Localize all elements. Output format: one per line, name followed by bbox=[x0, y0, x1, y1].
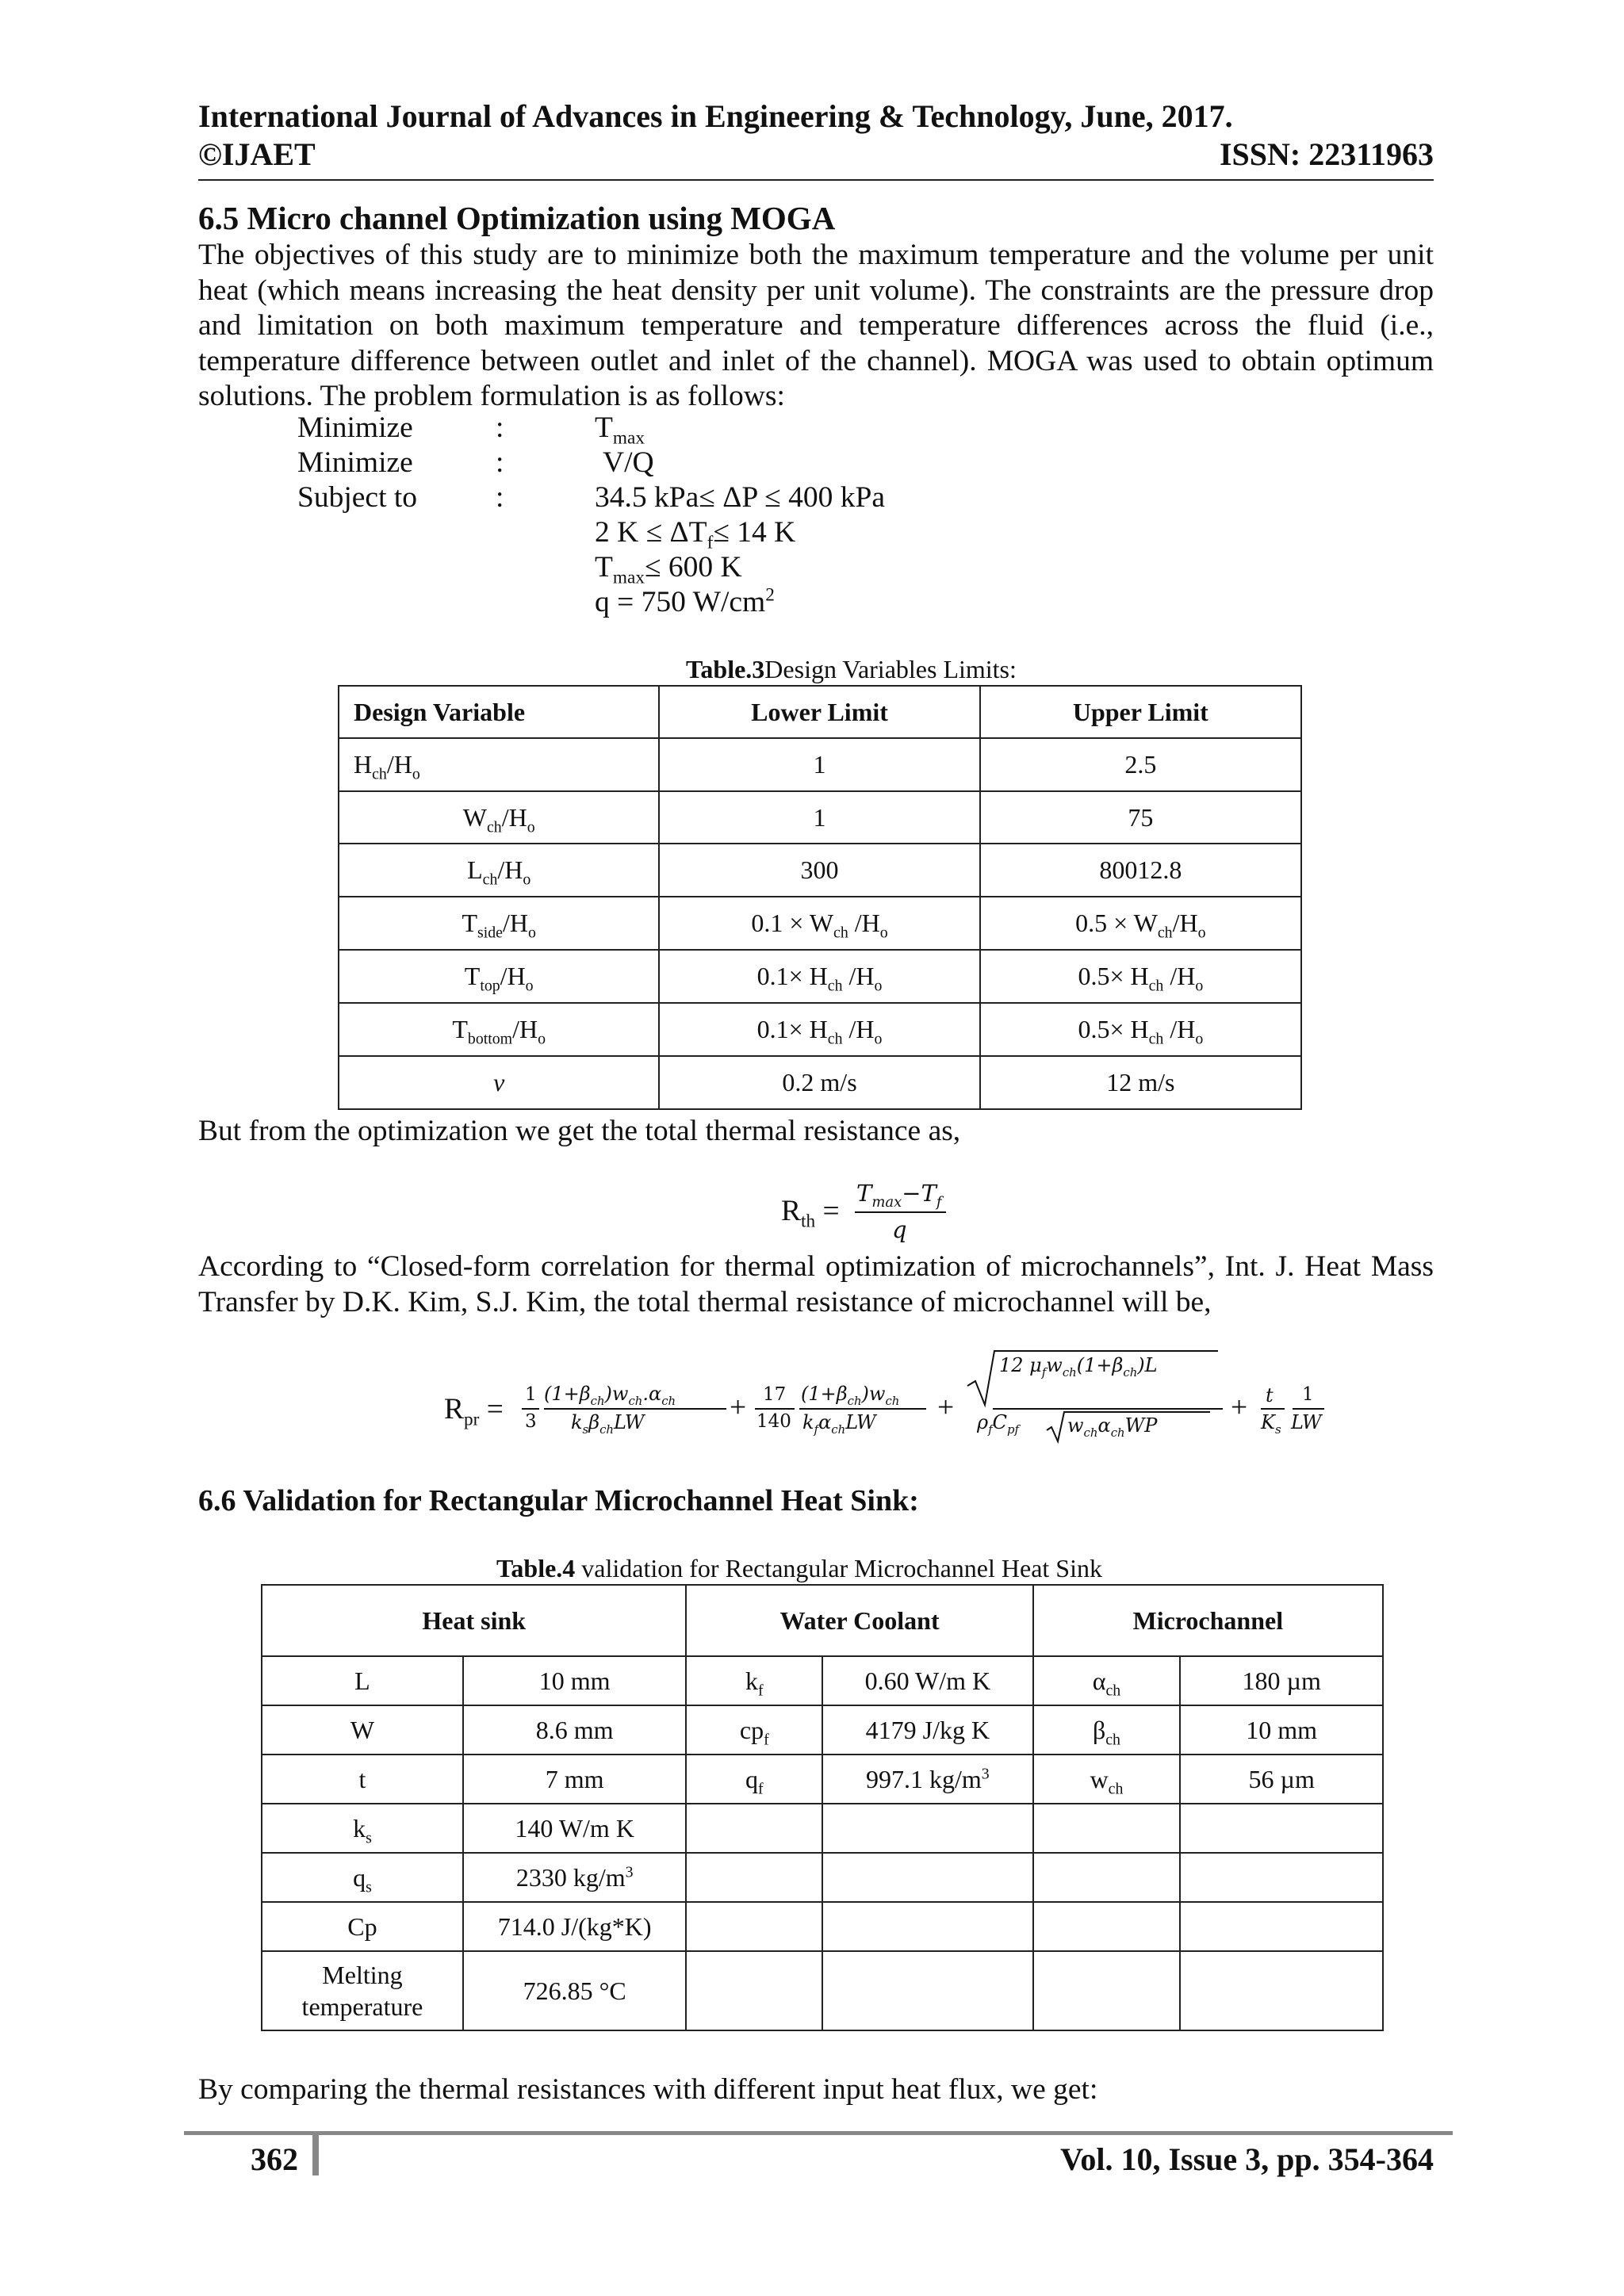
val-kf: 0.60 W/m K bbox=[822, 1656, 1033, 1705]
constraint-delta-t: 2 $K \le \Delta T_f\le 14$ K bbox=[595, 516, 796, 553]
page-number: 362 bbox=[251, 2141, 298, 2177]
table-row bbox=[339, 1003, 1301, 1056]
val-L: 10 mm bbox=[463, 1656, 687, 1705]
lower-lch: 300 bbox=[659, 844, 979, 897]
sym-W: W bbox=[262, 1705, 463, 1755]
table-row bbox=[339, 791, 1301, 844]
footer-divider bbox=[312, 2134, 319, 2175]
copyright: ©IJAET bbox=[198, 136, 316, 172]
header-microchannel: Microchannel bbox=[1033, 1585, 1383, 1656]
validation-table bbox=[261, 1584, 1384, 2031]
val-rho-f: 997.1 $kg/m^3$ bbox=[822, 1755, 1033, 1804]
constraint-pressure: 34.5 kPa≤ ΔP ≤ 400 kPa bbox=[595, 481, 885, 514]
var-tbottom: $T_{bottom}/H_o$ bbox=[339, 1003, 659, 1056]
text-rth-intro: But from the optimization we get the total thermal resistance as, bbox=[198, 1115, 961, 1147]
sym-rho-f: $q_f$ bbox=[686, 1755, 822, 1804]
val-rho-s: 2330 $kg/m^3$ bbox=[463, 1853, 687, 1902]
var-lch: $L_{ch}/H_o$ bbox=[339, 844, 659, 897]
section-paragraph: The objectives of this study are to minimize both the maximum temperature and the volume per unit heat (which means increasing the heat density per unit volume). The constraints are the pressure drop and limitation on both maximum temperature and temperature differences across the fluid (i.e., temperature difference between outlet and inlet of the channel). MOGA was used to obtain optimum solutions. The problem formulation is as follows: bbox=[198, 239, 1434, 412]
section-heading-6-6: 6.6 Validation for Rectangular Microchannel Heat Sink: bbox=[198, 1484, 919, 1517]
objective-tmax: $T_{max}$ bbox=[595, 411, 645, 449]
val-alpha-ch: 180 µm bbox=[1180, 1656, 1383, 1705]
table3-header-row bbox=[339, 686, 1301, 738]
upper-velocity: 12 m/s bbox=[980, 1056, 1301, 1109]
sym-L: L bbox=[262, 1656, 463, 1705]
constraint-heat-flux: q = 750 $W/cm^2$ bbox=[595, 584, 775, 618]
header-heat-sink: Heat sink bbox=[262, 1585, 686, 1656]
lower-tbottom: $0.1\times H_{ch}$ $/H_o$ bbox=[659, 1003, 979, 1056]
lower-wch: 1 bbox=[659, 791, 979, 844]
colon-3: : bbox=[496, 481, 504, 514]
sym-cp: Cp bbox=[262, 1902, 463, 1951]
table3-caption: Table.3Design Variables Limits: bbox=[686, 655, 1017, 683]
var-velocity: v bbox=[339, 1056, 659, 1109]
colon-1: : bbox=[496, 411, 504, 444]
footer-rule bbox=[184, 2131, 1453, 2135]
minimize-label-2: Minimize bbox=[297, 446, 413, 479]
table-row bbox=[262, 1853, 1383, 1902]
sym-alpha-ch: $\alpha_{ch}$ bbox=[1033, 1656, 1181, 1705]
sym-rho-s: $q_s$ bbox=[262, 1853, 463, 1902]
table-row bbox=[262, 1705, 1383, 1755]
subject-to-label: Subject to bbox=[297, 481, 418, 514]
val-W: 8.6 mm bbox=[463, 1705, 687, 1755]
equation-rpr: $R_{pr}$ = 1 3 $(1+\beta_{ch})w_{ch}.\alpha_{ch}$ $k_s\beta_{ch}LW$ + 17 140 $(1+\beta_{ch})w_{ch}$ $k_f\alpha_{ch}LW$ + 12 $\mu_fw_{ch}(1+\beta_{ch})L$ $\rho_fC_{pf}$ $w_{ch}\alpha_{ch}WP$ + t $K_s$ 1 LW bbox=[444, 1348, 1316, 1451]
var-tside: $T_{side}/H_o$ bbox=[339, 897, 659, 950]
table4-header-row bbox=[262, 1585, 1383, 1656]
lower-ttop: $0.1\times H_{ch}$ $/H_o$ bbox=[659, 950, 979, 1003]
table-row bbox=[339, 738, 1301, 791]
table-row bbox=[339, 950, 1301, 1003]
val-cp: 714.0 J/(kg*K) bbox=[463, 1902, 687, 1951]
table-row bbox=[339, 1056, 1301, 1109]
val-w-ch: 56 µm bbox=[1180, 1755, 1383, 1804]
val-ks: 140 W/m K bbox=[463, 1804, 687, 1853]
table-row bbox=[339, 844, 1301, 897]
sym-w-ch: $w_{ch}$ bbox=[1033, 1755, 1181, 1804]
var-ttop: $T_{top}/H_o$ bbox=[339, 950, 659, 1003]
val-t: 7 mm bbox=[463, 1755, 687, 1804]
sym-t: t bbox=[262, 1755, 463, 1804]
sym-kf: $k_f$ bbox=[686, 1656, 822, 1705]
upper-tbottom: $0.5\times H_{ch}$ $/H_o$ bbox=[980, 1003, 1301, 1056]
upper-lch: 80012.8 bbox=[980, 844, 1301, 897]
design-variables-table bbox=[338, 685, 1302, 1110]
table4-caption: Table.4 validation for Rectangular Microchannel Heat Sink bbox=[496, 1554, 1102, 1582]
journal-title: International Journal of Advances in Engineering & Technology, June, 2017. bbox=[198, 98, 1233, 134]
lower-hch: 1 bbox=[659, 738, 979, 791]
constraint-tmax: $T_{max}\le 600$ K bbox=[595, 551, 742, 588]
section-heading-6-5: 6.5 Micro channel Optimization using MOGA bbox=[198, 200, 836, 236]
table-row bbox=[262, 1951, 1383, 2030]
var-hch: $H_{ch}/H_o$ bbox=[339, 738, 659, 791]
upper-hch: 2.5 bbox=[980, 738, 1301, 791]
issn: ISSN: 22311963 bbox=[1219, 136, 1434, 172]
table-row bbox=[339, 897, 1301, 950]
val-melting: 726.85 °C bbox=[463, 1951, 687, 2030]
table3-header-variable: Design Variable bbox=[339, 686, 659, 738]
table-row bbox=[262, 1656, 1383, 1705]
volume-info: Vol. 10, Issue 3, pp. 354-364 bbox=[1060, 2141, 1434, 2177]
table3-header-upper: Upper Limit bbox=[980, 686, 1301, 738]
objective-vq: V/Q bbox=[603, 446, 654, 479]
table3-header-lower: Lower Limit bbox=[659, 686, 979, 738]
upper-ttop: $0.5\times H_{ch}$ $/H_o$ bbox=[980, 950, 1301, 1003]
minimize-label-1: Minimize bbox=[297, 411, 413, 444]
header-rule bbox=[198, 179, 1434, 181]
upper-wch: 75 bbox=[980, 791, 1301, 844]
upper-tside: $0.5 \times W_{ch}/H_o$ bbox=[980, 897, 1301, 950]
text-compare: By comparing the thermal resistances with different input heat flux, we get: bbox=[198, 2073, 1098, 2106]
var-wch: $W_{ch}/H_o$ bbox=[339, 791, 659, 844]
val-beta-ch: 10 mm bbox=[1180, 1705, 1383, 1755]
lower-tside: $0.1 \times W_{ch}$ $/H_o$ bbox=[659, 897, 979, 950]
colon-2: : bbox=[496, 446, 504, 479]
sym-ks: $k_s$ bbox=[262, 1804, 463, 1853]
sym-cpf: $cp_f$ bbox=[686, 1705, 822, 1755]
table-row bbox=[262, 1902, 1383, 1951]
text-according: According to “Closed-form correlation for thermal optimization of microchannels”, Int. J. Heat Mass Transfer by D.K. Kim, S.J. Kim, the total thermal resistance of microchannel will be, bbox=[198, 1250, 1434, 1318]
table-row bbox=[262, 1804, 1383, 1853]
lower-velocity: 0.2 m/s bbox=[659, 1056, 979, 1109]
sym-melting: Melting temperature bbox=[262, 1951, 463, 2030]
equation-rth: $R_{th}$ = $T_{max}-T_f$ q bbox=[781, 1180, 971, 1251]
header-water-coolant: Water Coolant bbox=[686, 1585, 1032, 1656]
val-cpf: 4179 J/kg K bbox=[822, 1705, 1033, 1755]
sym-beta-ch: $\beta_{ch}$ bbox=[1033, 1705, 1181, 1755]
table-row bbox=[262, 1755, 1383, 1804]
